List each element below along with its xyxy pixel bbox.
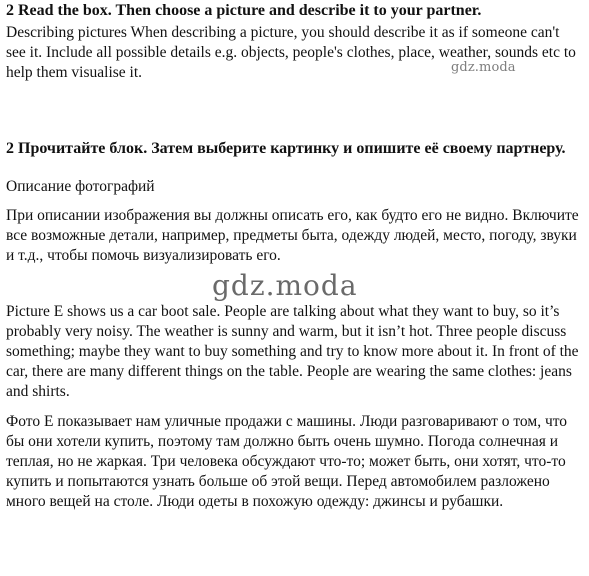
english-task-heading: 2 Read the box. Then choose a picture and describe it to your partner. xyxy=(6,2,482,19)
russian-box-text: При описании изображения вы должны описать его, как будто его не видно. Включите все возможные детали, например, предметы быта, одежду людей, место, погоду, звуки и т.д., чтобы помочь визуализировать его. xyxy=(6,207,579,264)
russian-subheading: Описание фотографий xyxy=(6,178,155,195)
watermark-small: gdz.moda xyxy=(451,60,516,75)
answer-english: Picture E shows us a car boot sale. People are talking about what they want to buy, so it’s probably very noisy. The weather is sunny and warm, but it isn’t hot. Three people discuss something; maybe they want to buy something and try to know more about it. In front of the car, there are many different things on the table. People are wearing the same clothes: jeans and shirts. xyxy=(6,303,579,400)
watermark-large: gdz.moda xyxy=(212,269,358,302)
english-box-text: Describing pictures When describing a picture, you should describe it as if someone can't see it. Include all possible details e.g. objects, people's clothes, place, weather, sounds etc to help them visualise it. xyxy=(6,24,576,81)
answer-russian: Фото E показывает нам уличные продажи с машины. Люди разговаривают о том, что бы они хотели купить, поэтому там должно быть очень шумно. Погода солнечная и теплая, но не жаркая. Три человека обсуждают что-то; может быть, они хотят, что-то купить и попытаются узнать больше об этой вещи. Перед автомобилем разложено много вещей на столе. Люди одеты в похожую одежду: джинсы и рубашки. xyxy=(6,413,568,510)
russian-task-heading: 2 Прочитайте блок. Затем выберите картинку и опишите её своему партнеру. xyxy=(6,140,566,157)
